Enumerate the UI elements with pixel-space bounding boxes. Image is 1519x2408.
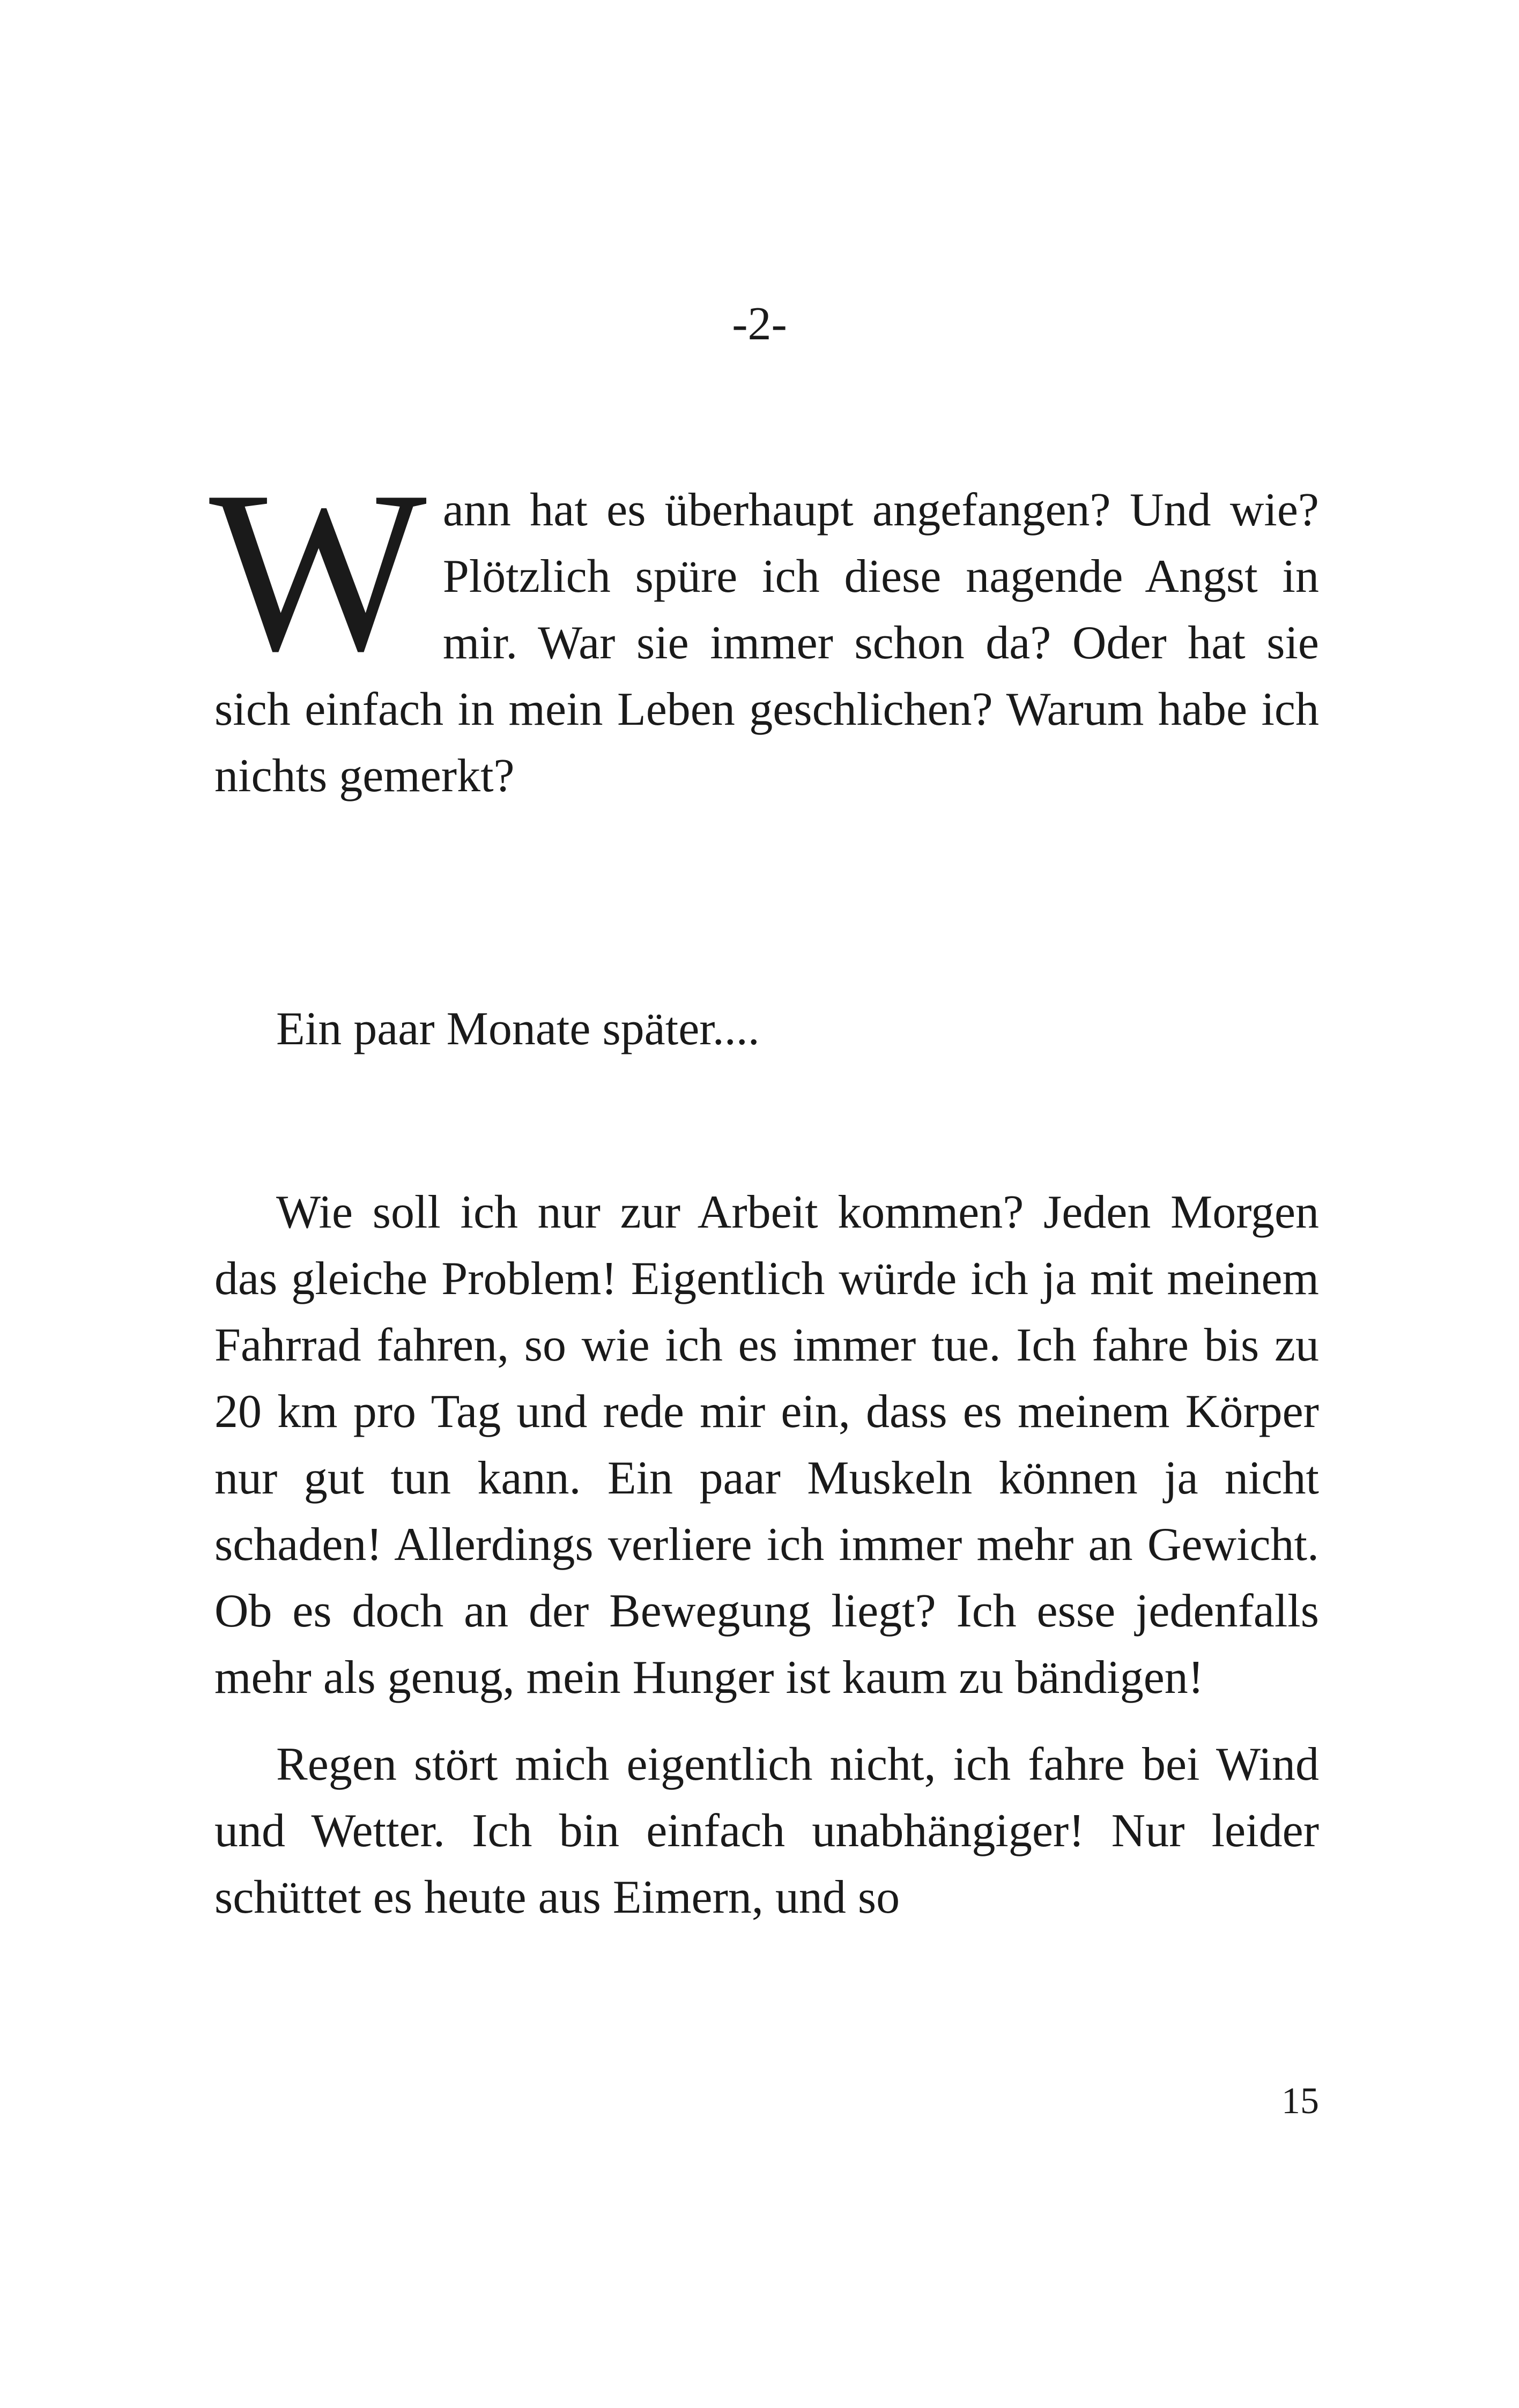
opening-paragraph — [209, 444, 1319, 809]
chapter-number: -2- — [732, 298, 787, 350]
paragraph: Wie soll ich nur zur Arbeit kommen? Jeden Morgen das gleiche Problem! Eigentlich würde ich ja mit meinem Fahrrad fahren, so wie ich es immer tue. Ich fahre bis zu 20 km pro Tag und rede mir ein, dass es meinem Körper nur gut tun kann. Ein paar Muskeln können ja nicht schaden! Allerdings verliere ich immer mehr an Gewicht. Ob es doch an der Bewegung liegt? Ich esse jedenfalls mehr als genug, mein Hunger ist kaum zu bändigen! — [214, 1186, 1319, 1704]
opening-text: ann hat es überhaupt angefangen? Und wie? Plötzlich spüre ich diese nagende Angst in mir. War sie immer schon da? Oder hat sie sich einfach in mein Leben geschlichen? Warum habe ich nichts gemerkt? — [214, 484, 1319, 802]
paragraph: Regen stört mich eigentlich nicht, ich fahre bei Wind und Wetter. Ich bin einfach unabhängiger! Nur leider schüttet es heute aus Eimern, und so — [214, 1738, 1319, 1923]
interlude-line: Ein paar Monate später.... — [276, 1003, 760, 1055]
body-text — [214, 1179, 1319, 1951]
page-number: 15 — [1281, 2080, 1319, 2122]
drop-cap: W — [209, 444, 427, 699]
